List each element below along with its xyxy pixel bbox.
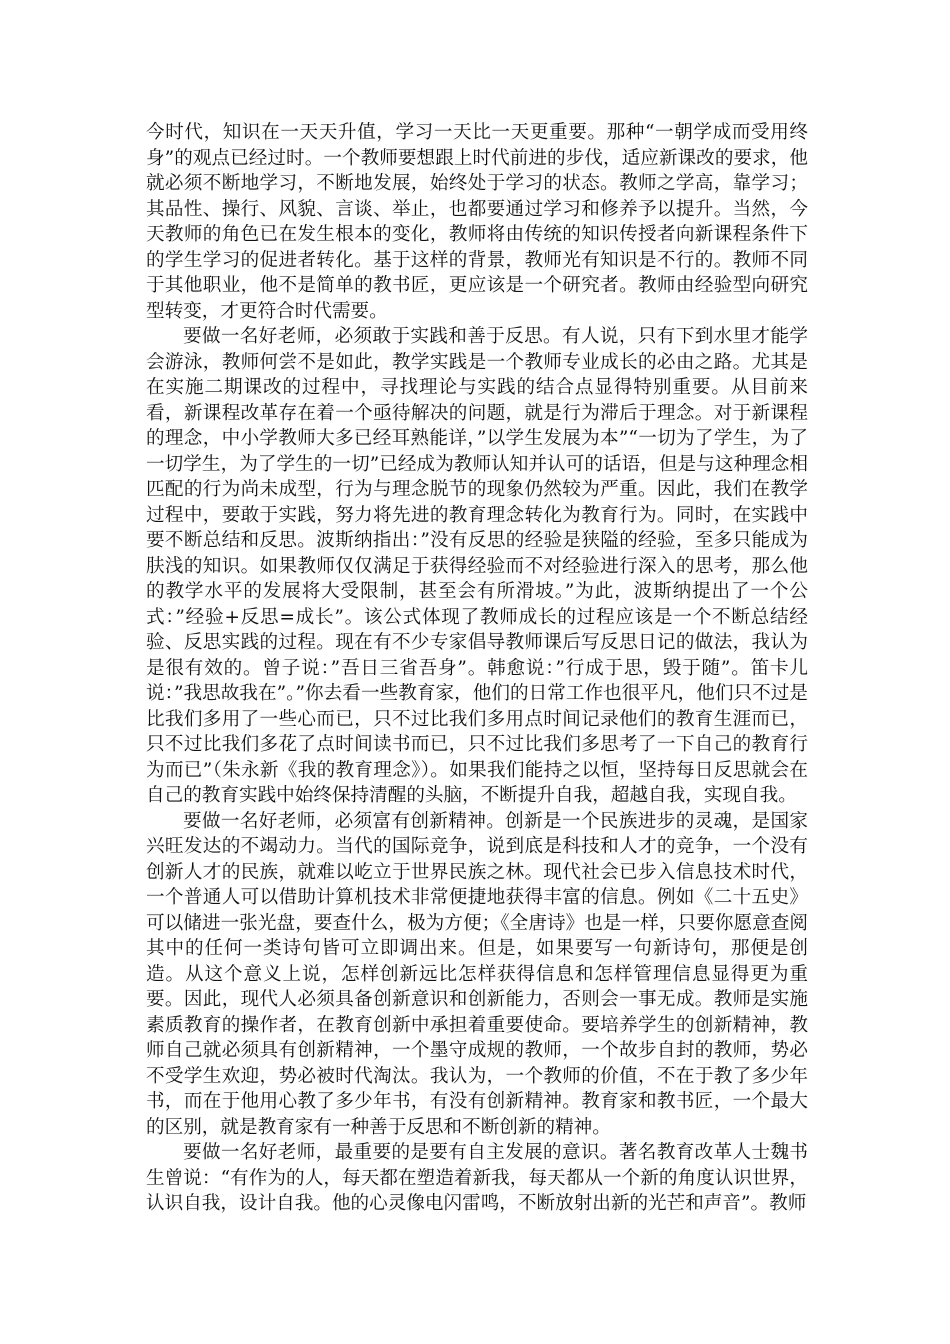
paragraph-4: 要做一名好老师，最重要的是要有自主发展的意识。著名教育改革人士魏书生曾说：“有作为的人，每天都在塑造着新我，每天都从一个新的角度认识世界，认识自我，设计自我。他的心灵像电闪雷鸣，不断放射出新的光芒和声音”。教师 [146, 1142, 808, 1214]
paragraph-3: 要做一名好老师，必须富有创新精神。创新是一个民族进步的灵魂，是国家兴旺发达的不竭动力。当代的国际竞争，说到底是科技和人才的竞争，一个没有创新人才的民族，就难以屹立于世界民族之林。现代社会已步入信息技术时代，一个普通人可以借助计算机技术非常便捷地获得丰富的信息。例如《二十五史》可以储进一张光盘，要查什么，极为方便；《全唐诗》也是一样，只要你愿意查阅其中的任何一类诗句皆可立即调出来。但是，如果要写一句新诗句，那便是创造。从这个意义上说，怎样创新远比怎样获得信息和怎样管理信息显得更为重要。因此，现代人必须具备创新意识和创新能力，否则会一事无成。教师是实施素质教育的操作者，在教育创新中承担着重要使命。要培养学生的创新精神，教师自己就必须具有创新精神，一个墨守成规的教师，一个故步自封的教师，势必不受学生欢迎，势必被时代淘汰。我认为，一个教师的价值，不在于教了多少年书，而在于他用心教了多少年书，有没有创新精神。教育家和教书匠，一个最大的区别，就是教育家有一种善于反思和不断创新的精神。 [146, 810, 808, 1138]
paragraph-2: 要做一名好老师，必须敢于实践和善于反思。有人说，只有下到水里才能学会游泳，教师何尝不是如此，教学实践是一个教师专业成长的必由之路。尤其是在实施二期课改的过程中，寻找理论与实践的结合点显得特别重要。从目前来看，新课程改革存在着一个亟待解决的问题，就是行为滞后于理念。对于新课程的理念，中小学教师大多已经耳熟能详，”以学生发展为本”“一切为了学生，为了一切学生，为了学生的一切”已经成为教师认知并认可的话语，但是与这种理念相匹配的行为尚未成型，行为与理念脱节的现象仍然较为严重。因此，我们在教学过程中，要敢于实践，努力将先进的教育理念转化为教育行为。同时，在实践中要不断总结和反思。波斯纳指出：”没有反思的经验是狭隘的经验，至多只能成为肤浅的知识。如果教师仅仅满足于获得经验而不对经验进行深入的思考，那么他的教学水平的发展将大受限制，甚至会有所滑坡。”为此，波斯纳提出了一个公式：”经验+反思=成长”。该公式体现了教师成长的过程应该是一个不断总结经验、反思实践的过程。现在有不少专家倡导教师课后写反思日记的做法，我认为是很有效的。曾子说：”吾日三省吾身”。韩愈说：”行成于思，毁于随”。笛卡儿说：”我思故我在”。”你去看一些教育家，他们的日常工作也很平凡，他们只不过是比我们多用了一些心而已，只不过比我们多用点时间记录他们的教育生涯而已，只不过比我们多花了点时间读书而已，只不过比我们多思考了一下自己的教育行为而已”（朱永新《我的教育理念》）。如果我们能持之以恒，坚持每日反思就会在自己的教育实践中始终保持清醒的头脑，不断提升自我，超越自我，实现自我。 [146, 326, 808, 806]
paragraph-1: 今时代，知识在一天天升值，学习一天比一天更重要。那种“一朝学成而受用终身”的观点已经过时。一个教师要想跟上时代前进的步伐，适应新课改的要求，他就必须不断地学习，不断地发展，始终处于学习的状态。教师之学高，靠学习；其品性、操行、风貌、言谈、举止，也都要通过学习和修养予以提升。当然，今天教师的角色已在发生根本的变化，教师将由传统的知识传授者向新课程条件下的学生学习的促进者转化。基于这样的背景，教师光有知识是不行的。教师不同于其他职业，他不是简单的教书匠，更应该是一个研究者。教师由经验型向研究型转变，才更符合时代需要。 [146, 122, 808, 322]
article-body [146, 120, 808, 1217]
